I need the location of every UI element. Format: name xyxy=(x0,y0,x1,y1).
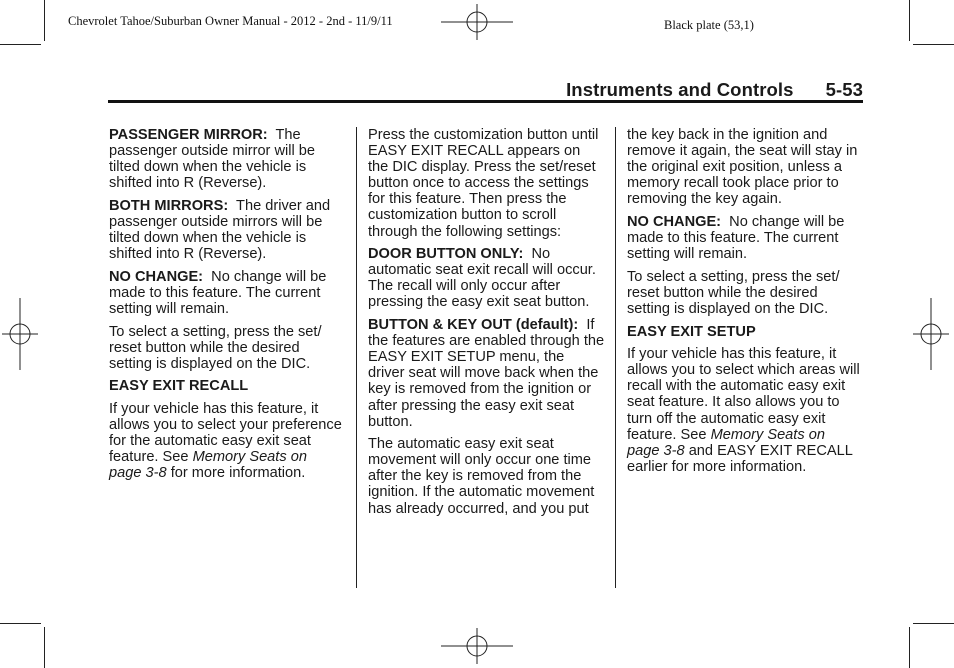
registration-mark-left-icon xyxy=(2,298,38,370)
column-3 xyxy=(627,127,869,481)
column-2 xyxy=(368,127,610,523)
column-divider-1 xyxy=(356,127,357,588)
registration-mark-right-icon xyxy=(913,298,949,370)
term-both-mirrors: BOTH MIRRORS: xyxy=(109,197,229,214)
heading-easy-exit-recall: EASY EXIT RECALL xyxy=(109,378,249,395)
paragraph-select-setting-2: To select a setting, press the set/ reset button while the desired setting is displayed on the DIC. xyxy=(627,268,840,317)
paragraph-customization: Press the customization button until EASY EXIT RECALL appears on the DIC display. Press the set/reset button once to access the settings for this feature. Then press the customization button to scroll through the following settings: xyxy=(368,127,599,240)
crop-mark-tl-h xyxy=(0,44,41,45)
running-header xyxy=(566,79,863,101)
paragraph-no-change-2: NO CHANGE: No change will be made to this feature. The current setting will remain. xyxy=(627,213,845,263)
crop-mark-br-v xyxy=(909,627,910,668)
crop-mark-tr-v xyxy=(909,0,910,41)
paragraph-both-mirrors: BOTH MIRRORS: The driver and passenger outside mirrors will be tilted down when the vehicle is shifted into R (Reverse). xyxy=(109,197,331,263)
registration-mark-top-icon xyxy=(441,4,513,40)
column-1 xyxy=(109,127,349,488)
slug-right: Black plate (53,1) xyxy=(664,18,754,32)
paragraph-select-setting: To select a setting, press the set/ reset button while the desired setting is displayed on the DIC. xyxy=(109,323,322,372)
slug-left: Chevrolet Tahoe/Suburban Owner Manual - 2012 - 2nd - 11/9/11 xyxy=(68,14,393,28)
crop-mark-bl-v xyxy=(44,627,45,668)
paragraph-easy-exit-recall: If your vehicle has this feature, it allows you to select your preference for the automatic easy exit seat feature. See Memory Seats on page 3-8 for more information. xyxy=(109,400,342,482)
heading-easy-exit-setup: EASY EXIT SETUP xyxy=(627,323,756,340)
cross-reference-link[interactable]: Memory Seats on xyxy=(192,449,307,466)
term-passenger-mirror: PASSENGER MIRROR: xyxy=(109,127,268,143)
header-rule xyxy=(108,100,863,103)
page-number: 5-53 xyxy=(825,79,863,100)
paragraph-passenger-mirror: PASSENGER MIRROR: The passenger outside mirror will be tilted down when the vehicle is shifted into R (Reverse). xyxy=(109,127,316,192)
crop-mark-br-h xyxy=(913,623,954,624)
crop-mark-tr-h xyxy=(913,44,954,45)
term-button-key-out: BUTTON & KEY OUT (default): xyxy=(368,317,579,334)
paragraph-key-back: the key back in the ignition and remove it again, the seat will stay in the original exit position, unless a memory recall took place prior to removing the key again. xyxy=(627,127,858,208)
cross-reference-page-link-2[interactable]: page 3-8 xyxy=(627,442,685,459)
paragraph-easy-exit-setup: If your vehicle has this feature, it allows you to select which areas will recall with the automatic easy exit seat feature. It also allows you to turn off the automatic easy exit feature. See Memory Seats on page 3-8 and EASY EXIT RECALL earlier for more information. xyxy=(627,346,860,475)
term-door-button-only: DOOR BUTTON ONLY: xyxy=(368,246,524,263)
column-divider-2 xyxy=(615,127,616,588)
paragraph-automatic-movement: The automatic easy exit seat movement will only occur one time after the key is removed from the ignition. If the automatic movement has already occurred, and you put xyxy=(368,436,595,517)
term-no-change-2: NO CHANGE: xyxy=(627,213,722,230)
paragraph-button-key-out: BUTTON & KEY OUT (default): If the features are enabled through the EASY EXIT SETUP menu, the driver seat will move back when the key is removed from the ignition or after pressing the easy exit seat button. xyxy=(368,317,605,430)
paragraph-door-button-only: DOOR BUTTON ONLY: No automatic seat exit recall will occur. The recall will only occur after pressing the easy exit seat button. xyxy=(368,246,596,311)
registration-mark-bottom-icon xyxy=(441,628,513,664)
crop-mark-tl-v xyxy=(44,0,45,41)
cross-reference-link-2[interactable]: Memory Seats on xyxy=(710,426,825,443)
crop-mark-bl-h xyxy=(0,623,41,624)
section-title: Instruments and Controls xyxy=(566,79,794,100)
cross-reference-page-link[interactable]: page 3-8 xyxy=(109,465,167,482)
term-no-change: NO CHANGE: xyxy=(109,268,204,285)
paragraph-no-change: NO CHANGE: No change will be made to this feature. The current setting will remain. xyxy=(109,268,327,317)
